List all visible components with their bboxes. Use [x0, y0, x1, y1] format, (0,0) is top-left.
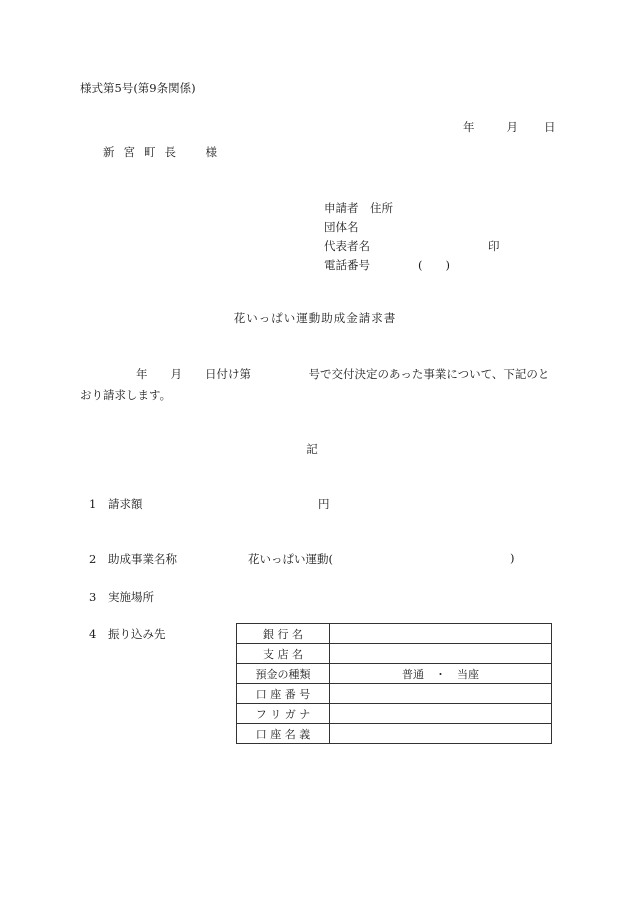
- addressee: 新宮町長 様: [103, 145, 226, 159]
- date-line: [463, 119, 556, 135]
- project-close-paren: ): [510, 551, 515, 565]
- ki-heading: 記: [306, 442, 318, 456]
- deposit-type-label: 預金の種類: [237, 664, 330, 684]
- rep-label: 代表者名: [324, 239, 370, 253]
- furigana-field[interactable]: [330, 704, 552, 724]
- bank-name-label: 銀 行 名: [237, 624, 330, 644]
- phone-paren: ( ): [418, 258, 450, 272]
- table-row: [237, 664, 552, 684]
- address-label: 申請者 住所: [324, 201, 393, 215]
- org-label: 団体名: [324, 220, 359, 234]
- furigana-label: フ リ ガ ナ: [237, 704, 330, 724]
- account-holder-label: 口 座 名 義: [237, 724, 330, 744]
- table-row: [237, 704, 552, 724]
- item-transfer-num: 4: [89, 627, 97, 641]
- form-number: 様式第5号(第9条関係): [80, 81, 196, 95]
- date-year: 年: [463, 120, 475, 134]
- branch-name-label: 支 店 名: [237, 644, 330, 664]
- amount-unit: 円: [318, 497, 330, 511]
- item-project-label: 助成事業名称: [108, 552, 177, 566]
- account-number-label: 口 座 番 号: [237, 684, 330, 704]
- date-day: 日: [544, 120, 556, 134]
- branch-name-field[interactable]: [330, 644, 552, 664]
- phone-row: [324, 256, 450, 275]
- table-row: [237, 724, 552, 744]
- item-project: [89, 551, 177, 567]
- seal-mark: 印: [488, 239, 500, 253]
- item-amount-label: 請求額: [108, 497, 143, 511]
- body-line: 年 月 日付け第 号で交付決定のあった事業について、下記のとおり請求します。: [80, 367, 550, 402]
- bank-table: [236, 623, 552, 744]
- item-place: [89, 589, 154, 605]
- date-month: 月: [506, 120, 518, 134]
- item-transfer: [89, 626, 166, 642]
- document-title: 花いっぱい運動助成金請求書: [233, 311, 397, 325]
- applicant-block: [324, 199, 500, 275]
- table-row: [237, 644, 552, 664]
- item-transfer-label: 振り込み先: [108, 627, 166, 641]
- item-amount: [89, 496, 143, 512]
- item-amount-num: 1: [89, 497, 97, 511]
- table-row: [237, 624, 552, 644]
- table-row: [237, 684, 552, 704]
- body-text: [80, 364, 560, 406]
- bank-name-field[interactable]: [330, 624, 552, 644]
- account-number-field[interactable]: [330, 684, 552, 704]
- deposit-type-field[interactable]: 普通 ・ 当座: [330, 664, 552, 684]
- item-project-num: 2: [89, 552, 97, 566]
- phone-label: 電話番号: [324, 258, 370, 272]
- rep-row: [324, 237, 500, 256]
- item-place-num: 3: [89, 590, 97, 604]
- item-place-label: 実施場所: [108, 590, 154, 604]
- account-holder-field[interactable]: [330, 724, 552, 744]
- project-name: 花いっぱい運動(: [248, 552, 333, 566]
